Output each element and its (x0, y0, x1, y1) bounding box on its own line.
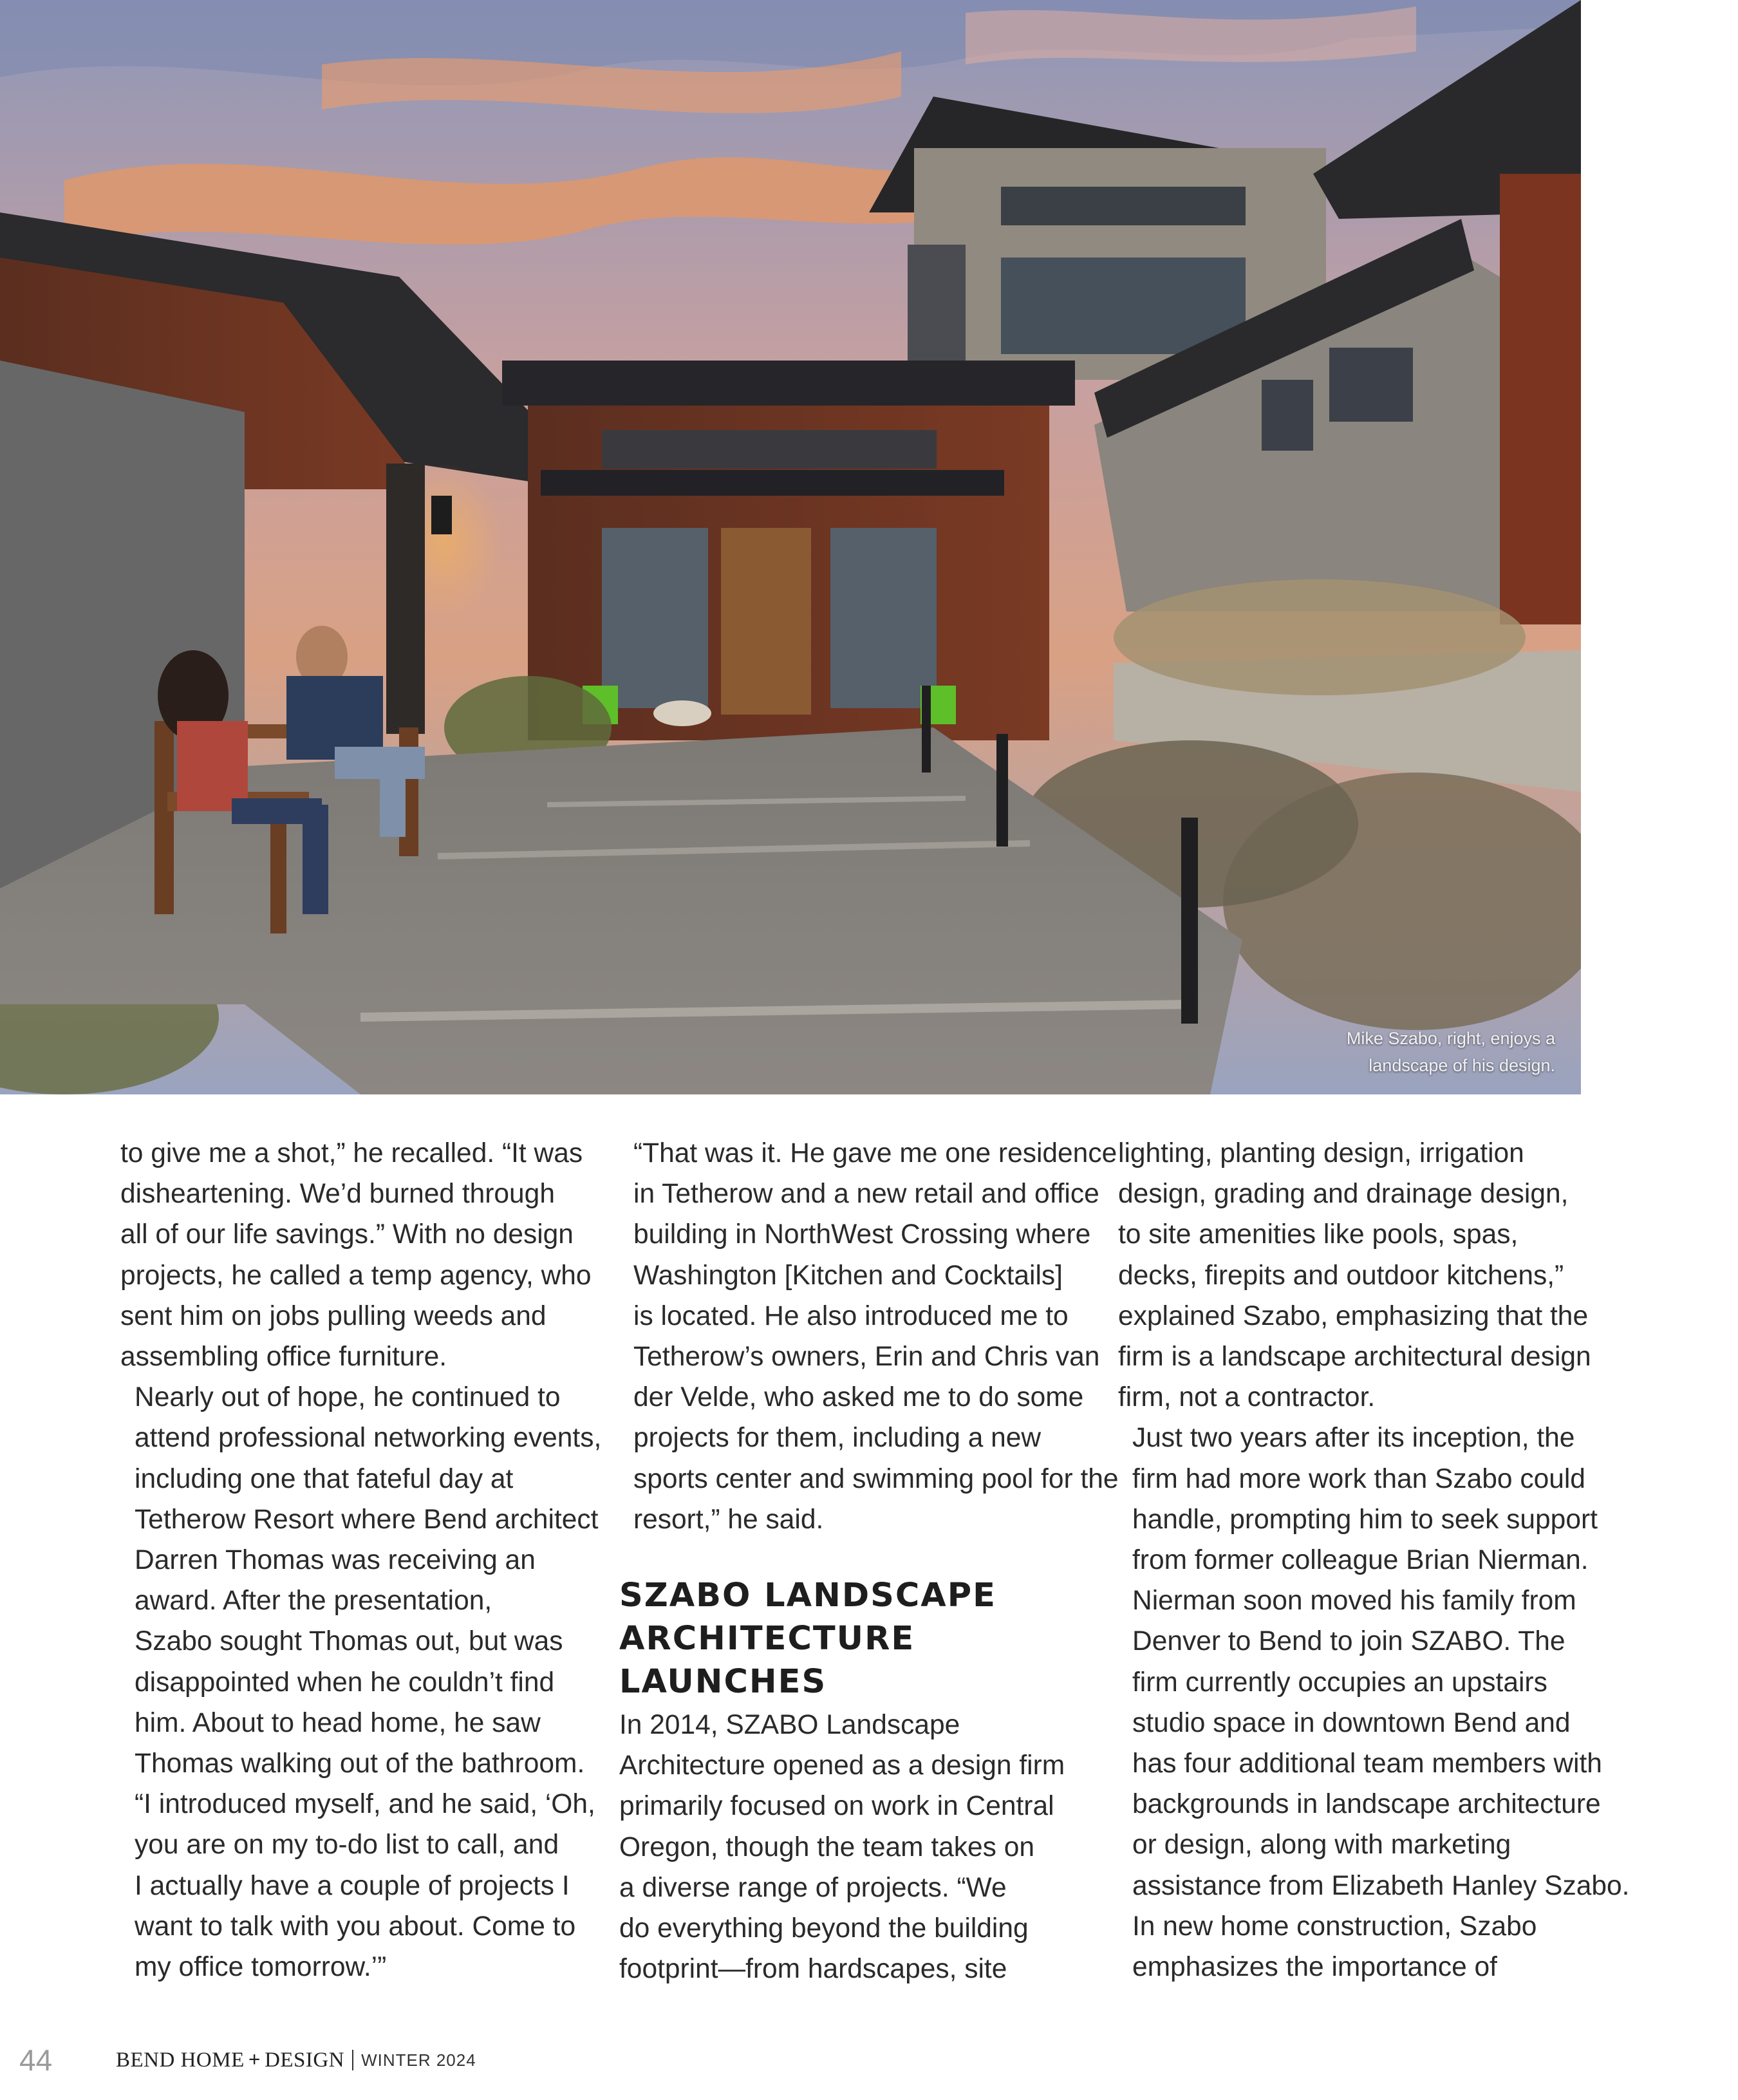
text-line: disheartening. We’d burned through (120, 1179, 555, 1210)
text-line: footprint—from hardscapes, site (619, 1954, 1007, 1985)
text-line: projects for them, including a new (633, 1423, 1042, 1454)
text-line: assembling office furniture. (120, 1342, 447, 1373)
text-line: or design, along with marketing (1132, 1830, 1511, 1861)
text-line: Oregon, though the team takes on (619, 1832, 1035, 1862)
paragraph (120, 1133, 610, 1377)
text-line: has four additional team members with (1132, 1748, 1602, 1779)
text-line: lighting, planting design, irrigation (1118, 1138, 1524, 1168)
text-line: all of our life savings.” With no design (120, 1219, 574, 1250)
text-line: handle, prompting him to seek support (1132, 1504, 1598, 1535)
text-line: you are on my to-do list to call, and (135, 1830, 559, 1861)
text-line: a diverse range of projects. “We (619, 1872, 1007, 1903)
text-line: to site amenities like pools, spas, (1118, 1219, 1518, 1250)
text-line: design, grading and drainage design, (1118, 1179, 1569, 1210)
text-line: Architecture opened as a design firm (619, 1750, 1065, 1781)
subhead-line: LAUNCHES (619, 1663, 827, 1702)
page-number: 44 (19, 2043, 53, 2077)
text-line: Nierman soon moved his family from (1132, 1586, 1576, 1617)
text-line: attend professional networking events, (135, 1423, 602, 1454)
paragraph (1118, 1133, 1607, 1418)
text-line: decks, firepits and outdoor kitchens,” (1118, 1260, 1564, 1291)
paragraph (120, 1377, 610, 1987)
publication-name (116, 2048, 344, 2072)
hero-photo (0, 0, 1581, 1094)
text-line: Tetherow’s owners, Erin and Chris van (633, 1342, 1100, 1373)
page-footer (19, 2041, 476, 2079)
text-line: firm is a landscape architectural design (1118, 1342, 1591, 1373)
section-subhead (619, 1574, 1108, 1703)
publication-name-part: BEND HOME (116, 2048, 245, 2072)
text-line: is located. He also introduced me to (633, 1300, 1069, 1331)
house-courtyard-illustration (0, 0, 1581, 1094)
text-line: sports center and swimming pool for the (633, 1463, 1119, 1494)
text-line: studio space in downtown Bend and (1132, 1707, 1571, 1738)
text-line: Thomas walking out of the bathroom. (135, 1748, 585, 1779)
paragraph (619, 1705, 1108, 1989)
publication-plus: + (248, 2048, 261, 2072)
text-line: “I introduced myself, and he said, ‘Oh, (135, 1789, 595, 1820)
text-line: want to talk with you about. Come to (135, 1911, 576, 1942)
photo-caption: Mike Szabo, right, enjoys a landscape of his design. (1346, 1029, 1555, 1075)
text-line: Darren Thomas was receiving an (135, 1545, 536, 1576)
text-line: to give me a shot,” he recalled. “It was (120, 1138, 583, 1168)
paragraph (619, 1133, 1119, 1540)
text-line: resort,” he said. (633, 1504, 824, 1535)
subhead-line: ARCHITECTURE (619, 1620, 915, 1658)
paragraph (1118, 1418, 1630, 1906)
text-line: from former colleague Brian Nierman. (1132, 1545, 1589, 1576)
text-line: Just two years after its inception, the (1132, 1423, 1575, 1454)
text-line: firm currently occupies an upstairs (1132, 1667, 1547, 1698)
text-line: der Velde, who asked me to do some (633, 1382, 1084, 1413)
text-line: projects, he called a temp agency, who (120, 1260, 592, 1291)
text-line: him. About to head home, he saw (135, 1707, 541, 1738)
article-column-3 (1118, 1133, 1630, 1987)
text-line: firm had more work than Szabo could (1132, 1463, 1585, 1494)
article-column-2 (619, 1133, 1119, 1989)
paragraph (1118, 1906, 1607, 1987)
text-line: including one that fateful day at (135, 1463, 514, 1494)
text-line: primarily focused on work in Central (619, 1791, 1054, 1822)
article-column-1 (120, 1133, 610, 1987)
text-line: my office tomorrow.’” (135, 1952, 387, 1983)
text-line: I actually have a couple of projects I (135, 1870, 570, 1901)
text-line: building in NorthWest Crossing where (633, 1219, 1091, 1250)
issue-label: WINTER 2024 (361, 2050, 476, 2070)
text-line: award. After the presentation, (135, 1586, 492, 1617)
text-line: Denver to Bend to join SZABO. The (1132, 1626, 1565, 1657)
text-line: in Tetherow and a new retail and office (633, 1179, 1099, 1210)
footer-divider (352, 2050, 353, 2070)
text-line: explained Szabo, emphasizing that the (1118, 1300, 1589, 1331)
text-line: assistance from Elizabeth Hanley Szabo. (1132, 1870, 1630, 1901)
text-line: Szabo sought Thomas out, but was (135, 1626, 563, 1657)
text-line: backgrounds in landscape architecture (1132, 1789, 1601, 1820)
subhead-line: SZABO LANDSCAPE (619, 1577, 996, 1615)
text-line: Tetherow Resort where Bend architect (135, 1504, 599, 1535)
text-line: “That was it. He gave me one residence (633, 1138, 1117, 1168)
text-line: In new home construction, Szabo (1132, 1911, 1537, 1942)
text-line: disappointed when he couldn’t find (135, 1667, 555, 1698)
text-line: firm, not a contractor. (1118, 1382, 1376, 1413)
text-line: Washington [Kitchen and Cocktails] (633, 1260, 1063, 1291)
text-line: In 2014, SZABO Landscape (619, 1710, 960, 1741)
text-line: sent him on jobs pulling weeds and (120, 1300, 547, 1331)
text-line: emphasizes the importance of (1132, 1952, 1497, 1983)
text-line: Nearly out of hope, he continued to (135, 1382, 561, 1413)
publication-name-part: DESIGN (265, 2048, 345, 2072)
text-line: do everything beyond the building (619, 1913, 1029, 1944)
